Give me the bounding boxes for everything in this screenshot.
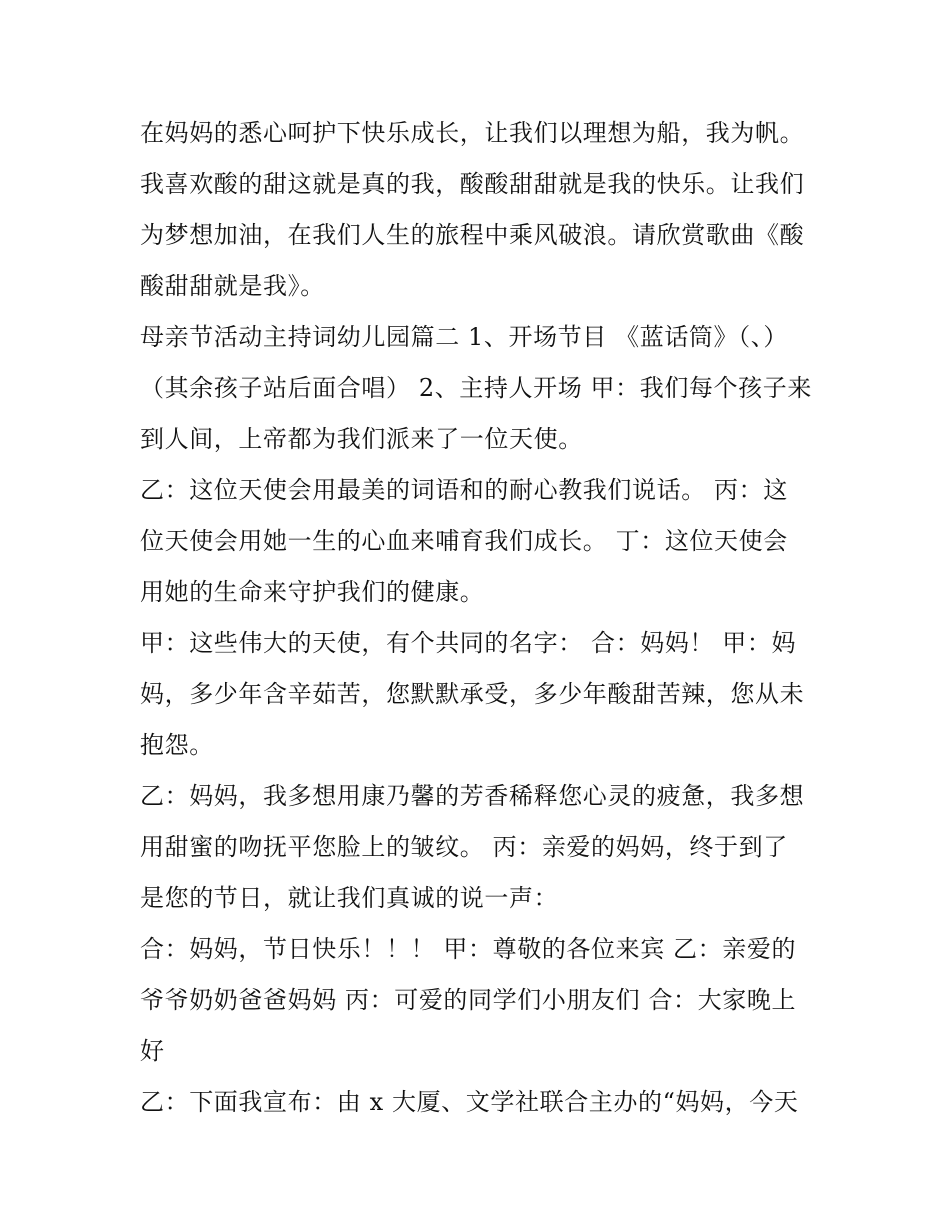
text-line: 乙：这位天使会用最美的词语和的耐心教我们说话。 丙：这 [140, 476, 788, 504]
document-body [140, 108, 820, 1128]
paragraph-mother-name [140, 618, 820, 771]
paragraph-greetings [140, 924, 820, 1077]
paragraph-carnation-wish [140, 771, 820, 924]
paragraph-song-intro [140, 108, 820, 312]
text-line: 到人间，上帝都为我们派来了一位天使。 [140, 425, 583, 453]
paragraph-section-two-opening [140, 312, 820, 465]
paragraph-angel-dialogue [140, 465, 820, 618]
text-line: 乙：下面我宣布：由 x 大厦、文学社联合主办的“妈妈，今天 [140, 1088, 799, 1116]
text-line: 为梦想加油，在我们人生的旅程中乘风破浪。请欣赏歌曲《酸 [140, 221, 805, 249]
text-line: 位天使会用她一生的心血来哺育我们成长。 丁：这位天使会 [140, 527, 788, 555]
text-line: 我喜欢酸的甜这就是真的我，酸酸甜甜就是我的快乐。让我们 [140, 170, 805, 198]
text-line: 酸甜甜就是我》。 [140, 272, 325, 300]
text-line: 甲：这些伟大的天使，有个共同的名字： 合：妈妈！ 甲：妈 [140, 629, 797, 657]
text-line: 爷爷奶奶爸爸妈妈 丙：可爱的同学们小朋友们 合：大家晚上 [140, 986, 797, 1014]
text-line: 用她的生命来守护我们的健康。 [140, 578, 485, 606]
text-line: 用甜蜜的吻抚平您脸上的皱纹。 丙：亲爱的妈妈，终于到了 [140, 833, 788, 861]
paragraph-announcement [140, 1077, 820, 1128]
text-line: 在妈妈的悉心呵护下快乐成长，让我们以理想为船，我为帆。 [140, 119, 805, 147]
text-line: （其余孩子站后面合唱） 2、主持人开场 甲：我们每个孩子来 [140, 374, 812, 402]
text-line: 母亲节活动主持词幼儿园篇二 1、开场节目 《蓝话筒》（、） [140, 323, 788, 351]
text-line: 乙：妈妈，我多想用康乃馨的芳香稀释您心灵的疲惫，我多想 [140, 782, 805, 810]
text-line: 妈，多少年含辛茹苦，您默默承受，多少年酸甜苦辣，您从未 [140, 680, 805, 708]
text-line: 抱怨。 [140, 731, 214, 759]
text-line: 好 [140, 1037, 165, 1065]
text-line: 合：妈妈，节日快乐！！！ 甲：尊敬的各位来宾 乙：亲爱的 [140, 935, 797, 963]
text-line: 是您的节日，就让我们真诚的说一声： [140, 884, 559, 912]
